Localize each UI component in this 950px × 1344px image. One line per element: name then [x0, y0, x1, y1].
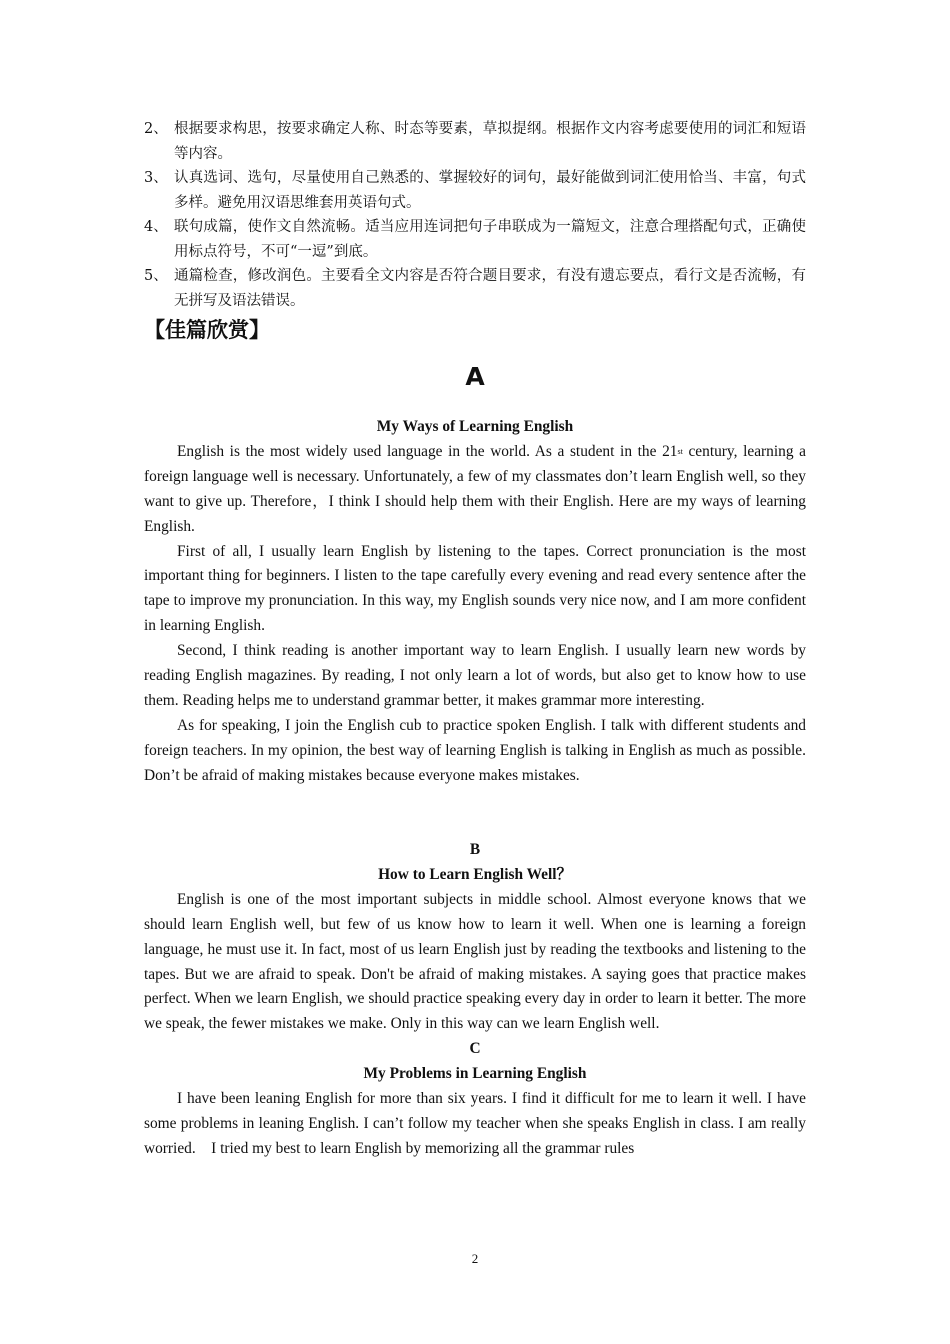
- essay-b-paragraph-1: English is one of the most important subjects in middle school. Almost everyone knows that we should learn English well, but few of us know how to learn it well. When one is learning a foreign language, he must use it. In fact, most of us learn English just by reading the textbooks and listening to the tapes. But we are afraid to speak. Don't be afraid of making mistakes. A saying goes that practice makes perfect. When we learn English, we should practice speaking every day in order to learn it better. The more we speak, the fewer mistakes we make. Only in this way can we learn English well.: [144, 890, 806, 1033]
- essay-a-title: My Ways of Learning English: [376, 418, 574, 435]
- list-item: [144, 215, 806, 264]
- page-number: 2: [471, 1251, 479, 1266]
- essay-b-and-c: [144, 838, 806, 1162]
- essay-a-paragraph-4: As for speaking, I join the English cub to practice spoken English. I talk with different students and foreign teachers. In my opinion, the best way of learning English is talking in English as much as possible. Don’t be afraid of making mistakes because everyone makes mistakes.: [144, 716, 806, 784]
- list-item-number: 3、: [144, 170, 168, 186]
- ordinal-suffix: st: [677, 446, 683, 456]
- essay-b-title: How to Learn English Well？: [378, 865, 572, 883]
- paragraph-text: English is the most widely used language in the world. As a student in the 21: [177, 442, 678, 460]
- essay-c-title: My Problems in Learning English: [363, 1065, 587, 1083]
- list-item-text: 通篇检查，修改润色。主要看全文内容是否符合题目要求，有没有遗忘要点，看行文是否流畅，有无拼写及语法错误。: [174, 268, 806, 309]
- list-item: [144, 117, 806, 166]
- essay-c-letter: C: [469, 1040, 481, 1058]
- list-item-number: 5、: [144, 268, 168, 284]
- essay-a-paragraph-2: First of all, I usually learn English by listening to the tapes. Correct pronunciation is the most important thing for beginners. I listen to the tape carefully every evening and read every sentence after the tape to improve my pronunciation. In this way, my English sounds very nice now, and I am more confident in learning English.: [144, 542, 806, 635]
- list-item: [144, 264, 806, 313]
- list-item-number: 2、: [144, 121, 168, 137]
- list-item-number: 4、: [144, 219, 168, 235]
- essay-a-paragraph-1: [144, 440, 806, 540]
- writing-steps-list: [144, 117, 806, 313]
- paragraph-text: century, learning a foreign language well is necessary. Unfortunately, a few of my classmates don’t learn English well, so they want to give up. Therefore，I think I should help them with their English. Here are my ways of learning English.: [144, 442, 806, 535]
- list-item-text: 联句成篇，使作文自然流畅。适当应用连词把句子串联成为一篇短文，注意合理搭配句式，正确使用标点符号，不可“一逗”到底。: [174, 219, 806, 260]
- list-item: [144, 166, 806, 215]
- section-heading: 【佳篇欣赏】: [144, 318, 270, 342]
- essay-a-letter: A: [465, 362, 485, 391]
- essay-a: [144, 415, 806, 789]
- essay-c-paragraph-1: I have been leaning English for more than six years. I find it difficult for me to learn it well. I have some problems in leaning English. I can’t follow my teacher when she speaks English in class. I am really worried. I tried my best to learn English by memorizing all the grammar rules: [144, 1090, 806, 1157]
- essay-a-paragraph-3: Second, I think reading is another important way to learn English. I usually learn new words by reading English magazines. By reading, I not only learn a lot of words, but also get to know how to use them. Reading helps me to understand grammar better, it makes grammar more interesting.: [144, 642, 806, 709]
- list-item-text: 认真选词、选句，尽量使用自己熟悉的、掌握较好的词句，最好能做到词汇使用恰当、丰富，句式多样。避免用汉语思维套用英语句式。: [174, 170, 806, 211]
- list-item-text: 根据要求构思，按要求确定人称、时态等要素，草拟提纲。根据作文内容考虑要使用的词汇和短语等内容。: [174, 121, 806, 162]
- essay-b-letter: B: [469, 841, 481, 858]
